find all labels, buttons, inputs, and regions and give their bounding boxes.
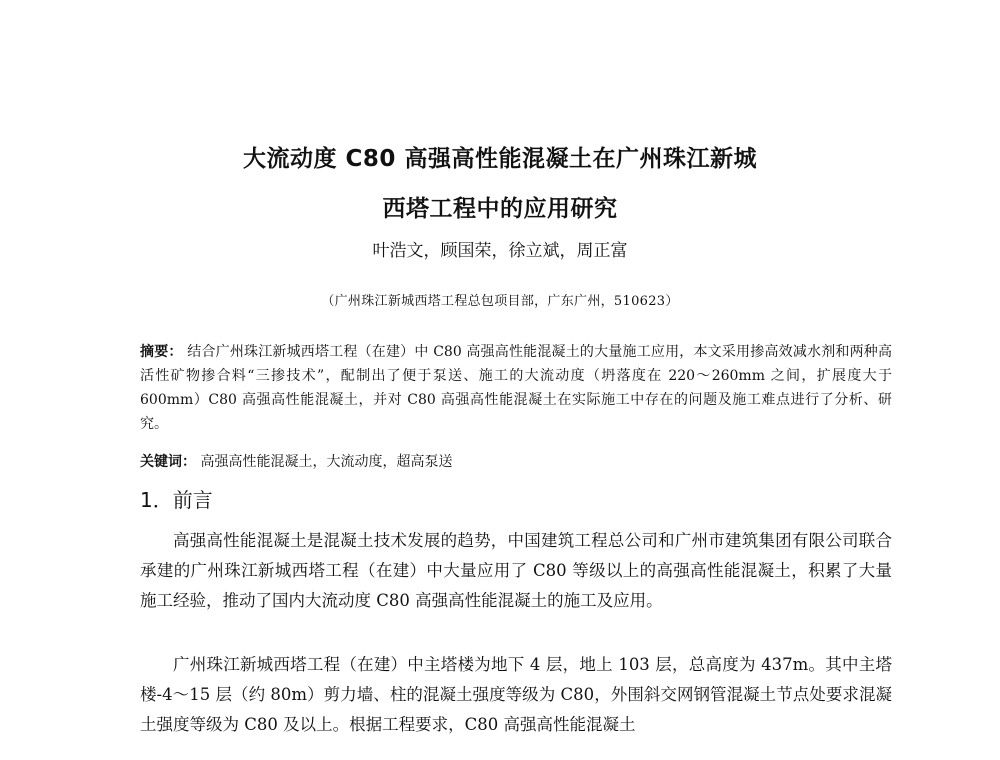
paragraph-1: 高强高性能混凝土是混凝土技术发展的趋势，中国建筑工程总公司和广州市建筑集团有限公司联合承建的广州珠江新城西塔工程（在建）中大量应用了 C80 等级以上的高强高性能混凝土，积累了大量施工经验，推动了国内大流动度 C80 高强高性能混凝土的施工及应用。 bbox=[140, 531, 892, 610]
paragraph-2: 广州珠江新城西塔工程（在建）中主塔楼为地下 4 层，地上 103 层，总高度为 437m。其中主塔楼-4～15 层（约 80m）剪力墙、柱的混凝土强度等级为 C80，外围斜交网钢管混凝土节点处要求混凝土强度等级为 C80 及以上。根据工程要求，C80 高强高性能混凝土 bbox=[140, 655, 892, 734]
section-heading: 1．前言 bbox=[140, 488, 213, 512]
keywords bbox=[140, 450, 892, 474]
abstract bbox=[140, 340, 892, 436]
title-line-1: 大流动度 C80 高强高性能混凝土在广州珠江新城 bbox=[243, 146, 757, 172]
keywords-label: 关键词： bbox=[140, 454, 196, 470]
abstract-text: 结合广州珠江新城西塔工程（在建）中 C80 高强高性能混凝土的大量施工应用，本文采用掺高效减水剂和两种高活性矿物掺合料“三掺技术”，配制出了便于泵送、施工的大流动度（坍落度在 220～260mm 之间，扩展度大于 600mm）C80 高强高性能混凝土，并对 C80 高强高性能混凝土在实际施工中存在的问题及施工难点进行了分析、研究。 bbox=[140, 344, 893, 432]
keywords-text: 高强高性能混凝土，大流动度，超高泵送 bbox=[200, 454, 453, 470]
title-line-2: 西塔工程中的应用研究 bbox=[382, 196, 618, 222]
abstract-label: 摘要： bbox=[140, 344, 183, 360]
authors: 叶浩文，顾国荣，徐立斌，周正富 bbox=[372, 241, 628, 261]
affiliation: （广州珠江新城西塔工程总包项目部，广东广州，510623） bbox=[321, 294, 679, 309]
